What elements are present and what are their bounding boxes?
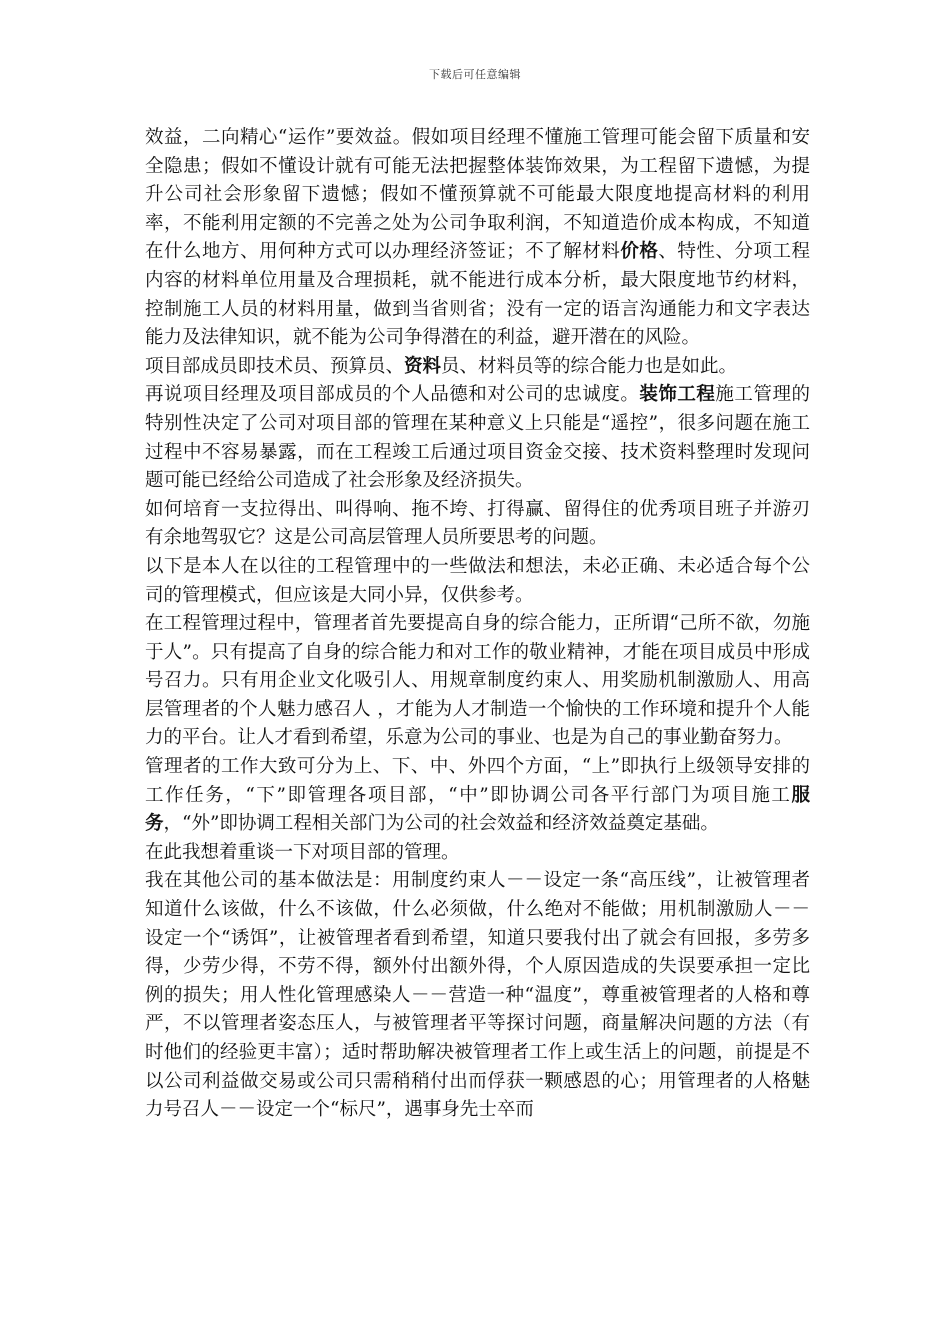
paragraph-6	[145, 610, 810, 753]
bold-term-service: 服务	[145, 784, 810, 835]
bold-term-decoration-engineering: 装饰工程	[639, 384, 716, 406]
text-run: 在工程管理过程中，管理者首先要提高自身的综合能力，正所谓“己所不欲，勿施于人”。只有提高了自身的综合能力和对工作的敬业精神，才能在项目成员中形成号召力。只有用企业文化吸引人、用规章制度约束人、用奖励机制激励人、用高层管理者的个人魅力感召人 ，才能为人才制造一个愉快的工作环境和提升个人能力的平台。让人才看到希望，乐意为公司的事业、也是为自己的事业勤奋努力。	[145, 613, 810, 749]
text-run: 再说项目经理及项目部成员的个人品德和对公司的忠诚度。	[145, 384, 640, 406]
bold-term-price: 价格	[620, 241, 659, 263]
text-run: 、特性、分项工程内容的材料单位用量及合理损耗，就不能进行成本分析，最大限度地节约材料，控制施工人员的材料用量，做到当省则省；没有一定的语言沟通能力和文字表达能力及法律知识，就不能为公司争得潜在的利益，避开潜在的风险。	[145, 241, 810, 349]
paragraph-8	[145, 839, 810, 868]
text-run: 项目部成员即技术员、预算员、	[145, 355, 405, 377]
text-run: ，“外”即协调工程相关部门为公司的社会效益和经济效益奠定基础。	[163, 813, 719, 835]
text-run: 员、材料员等的综合能力也是如此。	[441, 355, 738, 377]
paragraph-2	[145, 353, 810, 382]
paragraph-5	[145, 553, 810, 610]
paragraph-4	[145, 496, 810, 553]
text-run: 施工管理的特别性决定了公司对项目部的管理在某种意义上只能是“遥控”，很多问题在施工过程中不容易暴露，而在工程竣工后通过项目资金交接、技术资料整理时发现问题可能已经给公司造成了社会形象及经济损失。	[145, 384, 810, 492]
paragraph-1	[145, 124, 810, 353]
page-header: 下载后可任意编辑	[429, 68, 521, 81]
text-run: 如何培育一支拉得出、叫得响、拖不垮、打得赢、留得住的优秀项目班子并游刃有余地驾驭它？这是公司高层管理人员所要思考的问题。	[145, 498, 810, 549]
paragraph-7	[145, 753, 810, 839]
text-run: 在此我想着重谈一下对项目部的管理。	[145, 841, 460, 863]
paragraph-9	[145, 867, 810, 1124]
text-run: 以下是本人在以往的工程管理中的一些做法和想法，未必正确、未必适合每个公司的管理模式，但应该是大同小异，仅供参考。	[145, 555, 810, 606]
text-run: 管理者的工作大致可分为上、下、中、外四个方面，“上”即执行上级领导安排的工作任务，“下”即管理各项目部，“中”即协调公司各平行部门为项目施工	[145, 756, 810, 806]
bold-term-materials: 资料	[404, 355, 442, 377]
paragraph-3	[145, 381, 810, 495]
document-body	[145, 124, 810, 1125]
text-run: 效益，二向精心“运作”要效益。假如项目经理不懂施工管理可能会留下质量和安全隐患；假如不懂设计就有可能无法把握整体装饰效果，为工程留下遗憾，为提升公司社会形象留下遗憾；假如不懂预算就不可能最大限度地提高材料的利用率，不能利用定额的不完善之处为公司争取利润，不知道造价成本构成，不知道在什么地方、用何种方式可以办理经济签证；不了解材料	[145, 127, 810, 263]
text-run: 我在其他公司的基本做法是：用制度约束人－－设定一条“高压线”，让被管理者知道什么该做，什么不该做，什么必须做，什么绝对不能做；用机制激励人－－设定一个“诱饵”，让被管理者看到希望，知道只要我付出了就会有回报，多劳多得，少劳少得，不劳不得，额外付出额外得，个人原因造成的失误要承担一定比例的损失；用人性化管理感染人－－营造一种“温度”，尊重被管理者的人格和尊严，不以管理者姿态压人，与被管理者平等探讨问题，商量解决问题的方法（有时他们的经验更丰富）；适时帮助解决被管理者工作上或生活上的问题，前提是不以公司利益做交易或公司只需稍稍付出而俘获一颗感恩的心；用管理者的人格魅力号召人－－设定一个“标尺”，遇事身先士卒而	[145, 870, 810, 1121]
